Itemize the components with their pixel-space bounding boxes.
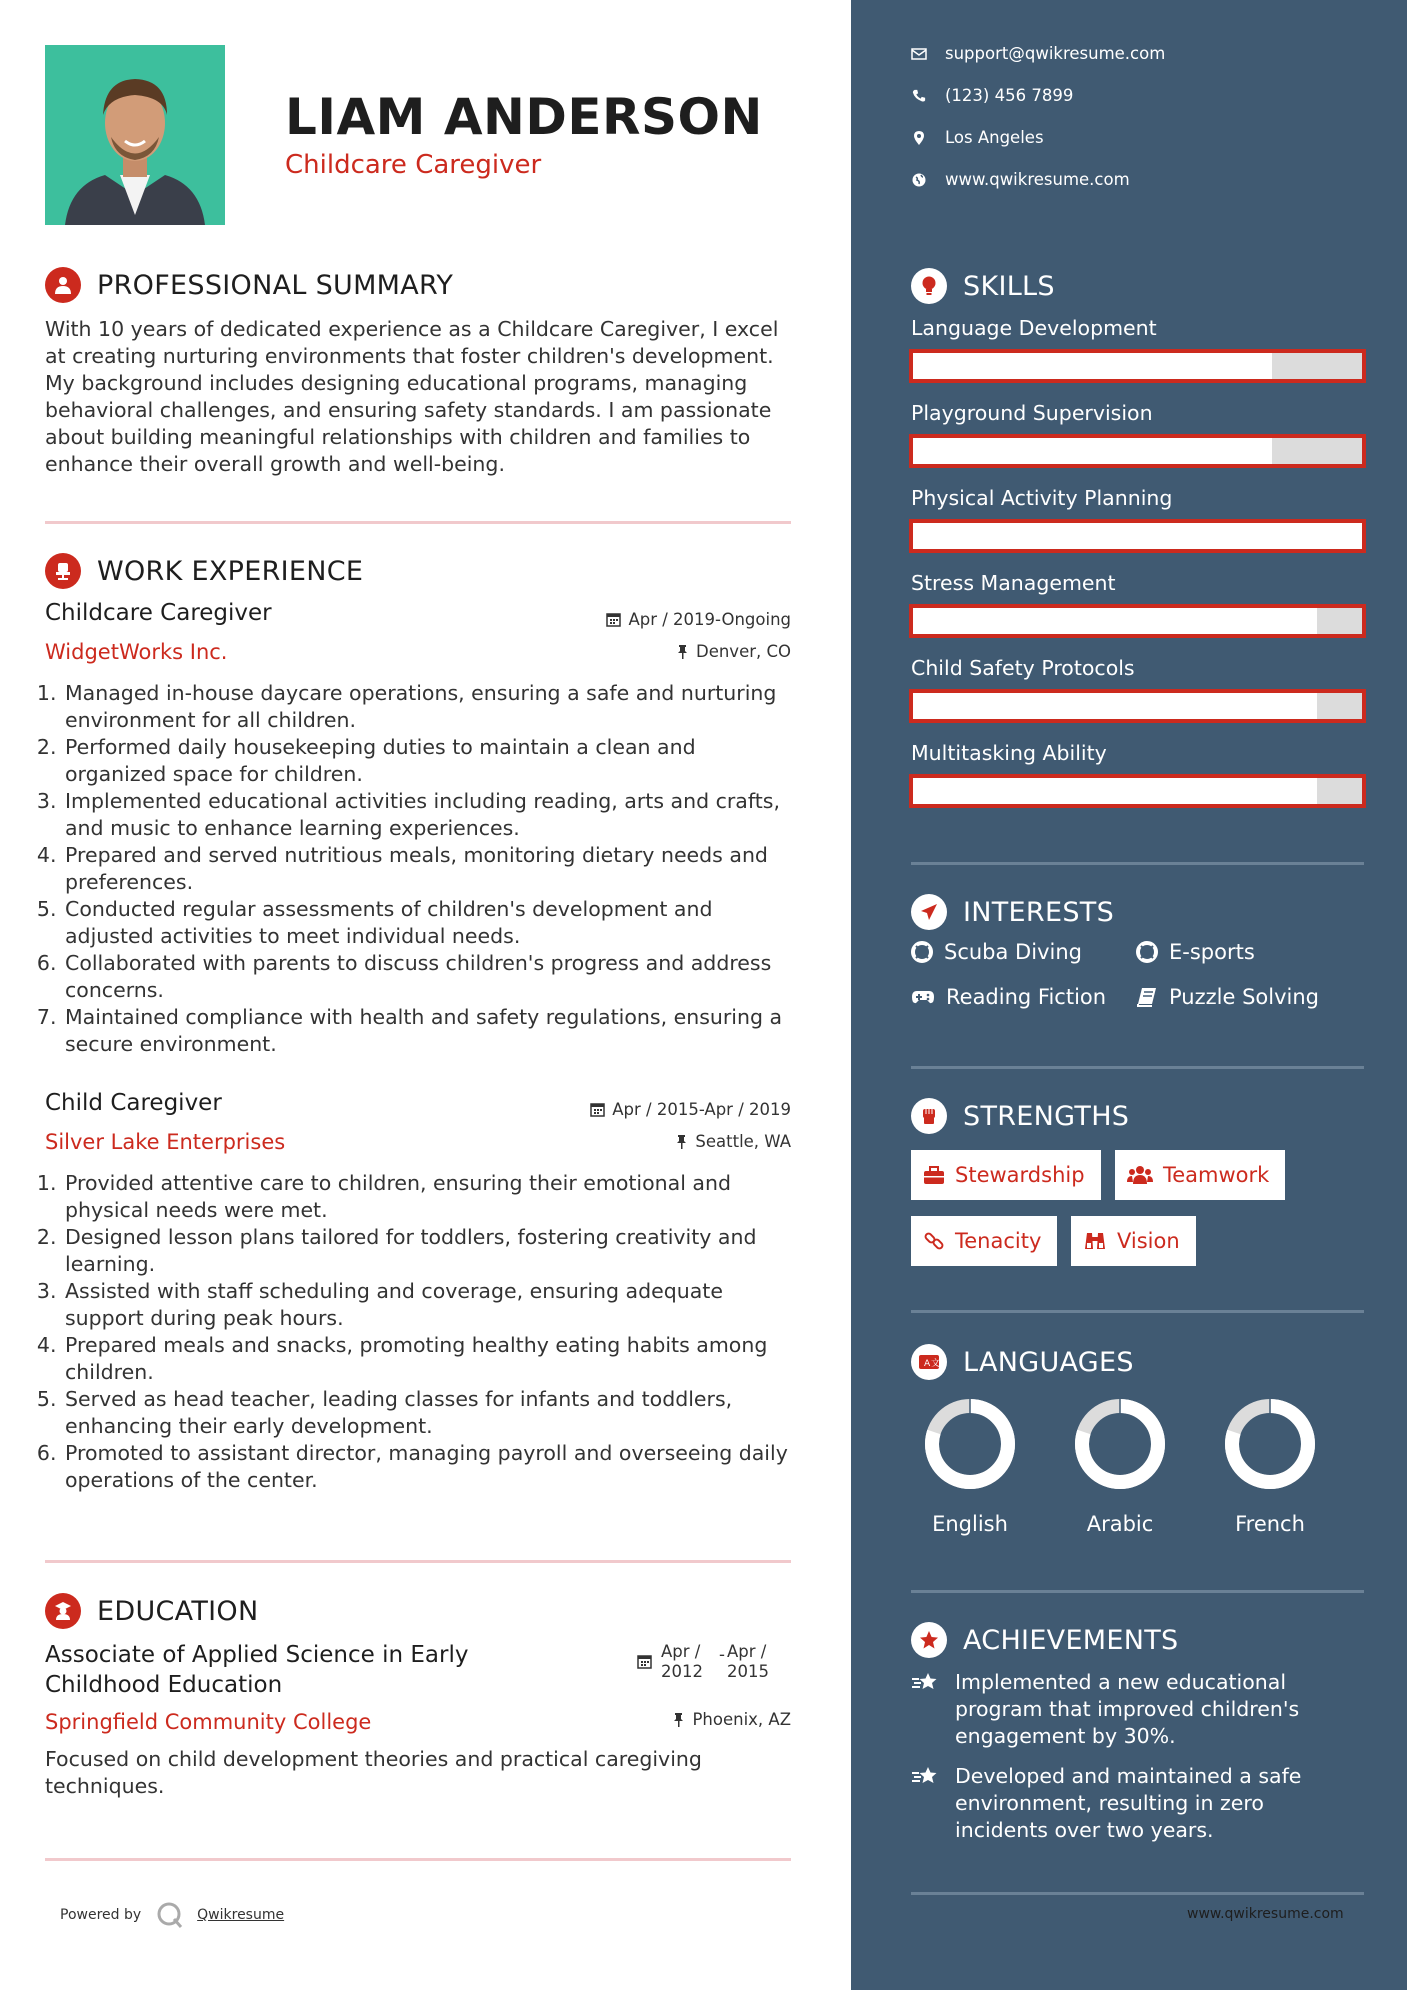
date-start-year: 2012 <box>661 1662 703 1681</box>
list-item: 6. Promoted to assistant director, managing payroll and overseeing daily operations of the center. <box>63 1440 800 1494</box>
strength-badge <box>911 1216 1057 1266</box>
list-item: 3. Assisted with staff scheduling and coverage, ensuring adequate support during peak hours. <box>63 1278 800 1332</box>
skill-label: Multitasking Ability <box>911 741 1107 765</box>
shooting-star-icon <box>911 1763 941 1789</box>
languages-title: LANGUAGES <box>963 1346 1134 1378</box>
candidate-name: LIAM ANDERSON <box>285 88 763 146</box>
skill-bar-fill <box>913 353 1272 379</box>
date-end-month: Apr / <box>726 1642 767 1661</box>
education-title: EDUCATION <box>97 1595 259 1627</box>
skill-bar <box>909 774 1366 808</box>
list-item: 4. Prepared meals and snacks, promoting healthy eating habits among children. <box>63 1332 800 1386</box>
job-location-text: Denver, CO <box>695 642 791 661</box>
skill-label: Child Safety Protocols <box>911 656 1135 680</box>
language-ring <box>1072 1396 1168 1492</box>
interest-item <box>1136 985 1319 1009</box>
shooting-star-icon <box>911 1669 941 1695</box>
skill-bar-fill <box>913 523 1362 549</box>
job-dates-text: Apr / 2015-Apr / 2019 <box>612 1100 791 1119</box>
translate-icon <box>911 1344 947 1380</box>
skill-label: Language Development <box>911 316 1157 340</box>
star-icon <box>911 1622 947 1658</box>
skill-bar <box>909 604 1366 638</box>
interests-title: INTERESTS <box>963 896 1115 928</box>
globe-icon <box>911 172 927 188</box>
date-end-year: 2015 <box>726 1662 769 1681</box>
graduate-icon <box>45 1593 81 1629</box>
job-location-text: Seattle, WA <box>695 1132 791 1151</box>
pin-icon <box>672 1712 685 1727</box>
interest-item <box>1136 940 1255 964</box>
calendar-icon <box>606 612 621 627</box>
summary-heading <box>45 267 453 303</box>
fist-icon <box>911 1098 947 1134</box>
job-title: Child Caregiver <box>45 1090 222 1116</box>
map-pin-icon <box>911 130 927 146</box>
school-name: Springfield Community College <box>45 1710 372 1734</box>
education-location <box>672 1710 791 1729</box>
education-description: Focused on child development theories and practical caregiving techniques. <box>45 1747 702 1798</box>
job-dates <box>606 610 791 629</box>
list-item: 5. Served as head teacher, leading classes for infants and toddlers, enhancing their early development. <box>63 1386 800 1440</box>
section-divider <box>911 1892 1364 1895</box>
summary-title: PROFESSIONAL SUMMARY <box>97 269 454 301</box>
section-divider <box>911 1310 1364 1313</box>
powered-by-label: Powered by <box>60 1907 142 1923</box>
skill-bar <box>909 689 1366 723</box>
skill-bar-fill <box>913 608 1317 634</box>
section-divider <box>45 1560 791 1563</box>
strengths-heading <box>911 1098 1129 1134</box>
language-item <box>910 1396 1030 1536</box>
skill-label: Stress Management <box>911 571 1116 595</box>
strength-label: Teamwork <box>1163 1163 1270 1187</box>
briefcase-icon <box>923 1166 945 1185</box>
strengths-title: STRENGTHS <box>963 1100 1130 1132</box>
list-item: 7. Maintained compliance with health and safety regulations, ensuring a secure environment. <box>63 1004 800 1058</box>
list-item: 1. Managed in-house daycare operations, ensuring a safe and nurturing environment for all children. <box>63 680 800 734</box>
lifebuoy-icon <box>1136 941 1158 963</box>
achievements-heading <box>911 1622 1179 1658</box>
list-item: 2. Performed daily housekeeping duties to maintain a clean and organized space for children. <box>63 734 800 788</box>
svg-text:文: 文 <box>931 1359 940 1369</box>
contact-email[interactable] <box>911 44 1165 63</box>
skill-label: Physical Activity Planning <box>911 486 1173 510</box>
lightbulb-icon <box>911 268 947 304</box>
section-divider <box>911 1590 1364 1593</box>
job-title: Childcare Caregiver <box>45 600 272 626</box>
date-start-month: Apr / <box>661 1642 701 1661</box>
candidate-title: Childcare Caregiver <box>285 150 542 180</box>
contact-website[interactable] <box>911 170 1130 189</box>
contact-location <box>911 128 1044 147</box>
section-divider <box>911 1066 1364 1069</box>
list-item: 1. Provided attentive care to children, ensuring their emotional and physical needs were met. <box>63 1170 800 1224</box>
contact-phone-text: (123) 456 7899 <box>945 86 1074 105</box>
list-item: 5. Conducted regular assessments of children's development and adjusted activities to meet individual needs. <box>63 896 800 950</box>
strength-badge <box>911 1150 1101 1200</box>
job-location <box>676 642 791 661</box>
calendar-icon <box>590 1102 605 1117</box>
list-item: 6. Collaborated with parents to discuss children's progress and address concerns. <box>63 950 800 1004</box>
calendar-icon <box>637 1654 652 1669</box>
skill-bar-fill <box>913 693 1317 719</box>
language-label: Arabic <box>1086 1512 1154 1536</box>
job-dates-text: Apr / 2019-Ongoing <box>628 610 791 629</box>
degree-line: Childhood Education <box>45 1672 283 1698</box>
user-icon <box>45 267 81 303</box>
users-icon <box>1127 1165 1153 1185</box>
education-dates <box>637 1642 769 1682</box>
achievement-text: Implemented a new educational program that improved children's engagement by 30%. <box>955 1670 1300 1748</box>
experience-heading <box>45 553 363 589</box>
job-company: WidgetWorks Inc. <box>45 640 228 664</box>
section-divider <box>45 521 791 524</box>
strength-badge <box>1115 1150 1285 1200</box>
achievement-text: Developed and maintained a safe environment, resulting in zero incidents over two years. <box>955 1764 1302 1842</box>
language-label: French <box>1235 1512 1305 1536</box>
job-bullets <box>40 1170 800 1494</box>
degree-title <box>45 1640 468 1700</box>
achievement-item <box>911 1763 1335 1844</box>
skill-bar <box>909 519 1366 553</box>
achievement-item <box>911 1669 1335 1750</box>
job-dates <box>590 1100 791 1119</box>
languages-heading <box>911 1344 1134 1380</box>
language-ring <box>1222 1396 1318 1492</box>
qwikresume-logo-icon <box>155 1900 185 1930</box>
contact-website-text: www.qwikresume.com <box>945 170 1130 189</box>
book-icon <box>1136 987 1158 1007</box>
link-icon <box>923 1230 945 1252</box>
profile-photo <box>45 45 225 225</box>
strength-badge <box>1071 1216 1196 1266</box>
skill-bar-fill <box>913 778 1317 804</box>
list-item: 3. Implemented educational activities including reading, arts and crafts, and music to enhance learning experiences. <box>63 788 800 842</box>
contact-phone[interactable] <box>911 86 1073 105</box>
interest-label: Scuba Diving <box>944 940 1082 964</box>
degree-line: Associate of Applied Science in Early <box>45 1642 469 1668</box>
job-bullets <box>40 680 800 1058</box>
education-location-text: Phoenix, AZ <box>692 1710 791 1729</box>
date-end <box>727 1642 769 1682</box>
strength-label: Tenacity <box>955 1229 1042 1253</box>
envelope-icon <box>911 47 927 61</box>
phone-icon <box>911 89 927 103</box>
strength-label: Stewardship <box>955 1163 1085 1187</box>
language-label: English <box>932 1512 1008 1536</box>
section-divider <box>45 1858 791 1861</box>
language-item <box>1060 1396 1180 1536</box>
interest-item <box>911 985 1106 1009</box>
chair-icon <box>45 553 81 589</box>
footer-url[interactable]: www.qwikresume.com <box>1187 1906 1344 1922</box>
interest-label: Reading Fiction <box>946 985 1107 1009</box>
qwikresume-link[interactable]: Qwikresume <box>197 1907 285 1923</box>
job-company: Silver Lake Enterprises <box>45 1130 286 1154</box>
interests-heading <box>911 894 1114 930</box>
skill-bar <box>909 434 1366 468</box>
lifebuoy-icon <box>911 941 933 963</box>
list-item: 2. Designed lesson plans tailored for toddlers, fostering creativity and learning. <box>63 1224 800 1278</box>
interest-label: Puzzle Solving <box>1169 985 1319 1009</box>
skill-bar <box>909 349 1366 383</box>
contact-email-text: support@qwikresume.com <box>945 44 1166 63</box>
section-divider <box>911 862 1364 865</box>
date-start <box>661 1642 703 1682</box>
paper-plane-icon <box>911 894 947 930</box>
interest-item <box>911 940 1082 964</box>
language-ring <box>922 1396 1018 1492</box>
experience-title: WORK EXPERIENCE <box>97 555 364 587</box>
interest-label: E-sports <box>1169 940 1255 964</box>
education-heading <box>45 1593 258 1629</box>
language-item <box>1210 1396 1330 1536</box>
pin-icon <box>676 644 689 659</box>
skills-title: SKILLS <box>963 270 1055 302</box>
strength-label: Vision <box>1117 1229 1180 1253</box>
skills-heading <box>911 268 1055 304</box>
svg-text:A: A <box>924 1359 931 1369</box>
gamepad-icon <box>911 989 935 1005</box>
summary-text: With 10 years of dedicated experience as a Childcare Caregiver, I excel at creating nurturing environments that foster children's development. My background includes designing educational programs, managing behavioral challenges, and ensuring safety standards. I am passionate about building meaningful relationships with children and families to enhance their overall growth and well-being. <box>45 317 779 476</box>
job-location <box>675 1132 791 1151</box>
list-item: 4. Prepared and served nutritious meals, monitoring dietary needs and preferences. <box>63 842 800 896</box>
binoculars-icon <box>1083 1231 1107 1251</box>
skill-label: Playground Supervision <box>911 401 1153 425</box>
contact-location-text: Los Angeles <box>945 128 1044 147</box>
skill-bar-fill <box>913 438 1272 464</box>
achievements-title: ACHIEVEMENTS <box>963 1624 1179 1656</box>
pin-icon <box>675 1134 688 1149</box>
powered-by <box>60 1900 284 1930</box>
date-separator: - <box>719 1645 725 1664</box>
